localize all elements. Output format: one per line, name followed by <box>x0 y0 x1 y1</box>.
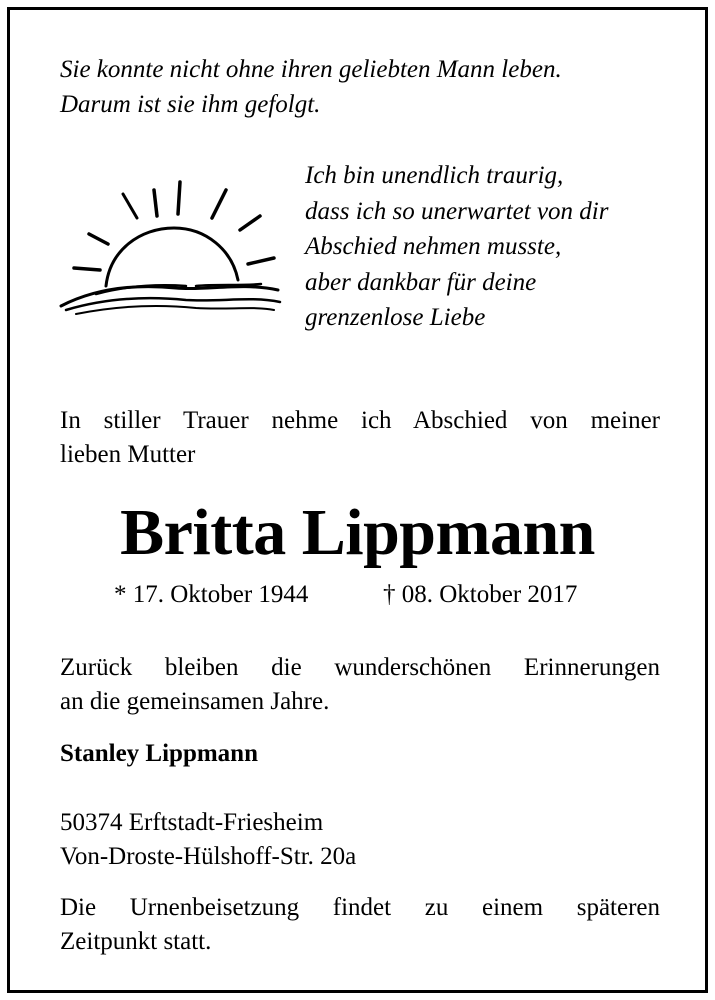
burial-line-1: Die Urnenbeisetzung findet zu einem späteren <box>60 894 660 921</box>
remember-line-2: an die gemeinsamen Jahre. <box>60 688 330 715</box>
verse-line-4: aber dankbar für deine <box>305 268 537 296</box>
address-street: Von-Droste-Hülshoff-Str. 20a <box>60 843 357 870</box>
verse-line-5: grenzenlose Liebe <box>305 304 486 331</box>
sunset-icon <box>56 178 286 318</box>
intro-line-1: Sie konnte nicht ohne ihren geliebten Mann leben. <box>60 56 562 83</box>
deceased-name: Britta Lippmann <box>120 496 595 569</box>
intro-quote <box>60 52 680 122</box>
address-city: 50374 Erftstadt-Friesheim <box>60 809 324 836</box>
mourning-text <box>60 404 660 472</box>
birth-date: * 17. Oktober 1944 <box>114 581 309 608</box>
mourning-line-2: lieben Mutter <box>60 441 196 468</box>
burial-note <box>60 891 660 959</box>
remember-line-1: Zurück bleiben die wunderschönen Erinnerungen <box>60 654 660 681</box>
remembrance-text <box>60 651 660 719</box>
verse-line-1: Ich bin unendlich traurig, <box>305 162 564 189</box>
signer-name: Stanley Lippmann <box>60 740 258 767</box>
verse <box>305 158 685 336</box>
address <box>60 806 356 874</box>
verse-line-2: dass ich so unerwartet von dir <box>305 197 609 225</box>
intro-line-2: Darum ist sie ihm gefolgt. <box>60 91 321 118</box>
death-date: † 08. Oktober 2017 <box>383 581 578 608</box>
mourning-line-1: In stiller Trauer nehme ich Abschied von meiner <box>60 407 660 434</box>
burial-line-2: Zeitpunkt statt. <box>60 928 212 955</box>
verse-line-3: Abschied nehmen musste, <box>305 233 562 260</box>
